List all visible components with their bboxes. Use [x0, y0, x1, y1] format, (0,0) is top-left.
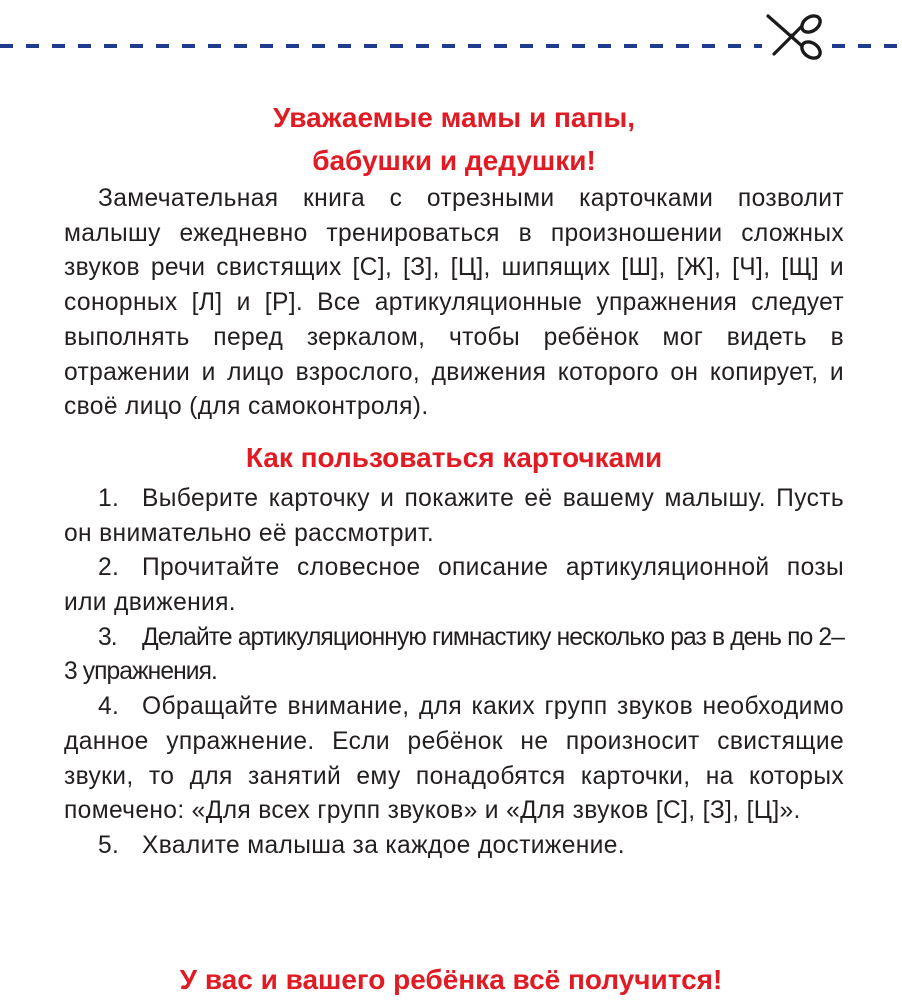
step-item: [64, 829, 844, 864]
step-text: Хвалите малыша за каждое достижение.: [142, 831, 625, 859]
closing-message: У вас и вашего ребёнка всё получится!: [179, 964, 723, 995]
scissors-icon: [762, 8, 828, 64]
step-number: 1.: [98, 484, 120, 512]
howto-heading: Как пользоваться карточками: [245, 441, 663, 473]
greeting-line-2: бабушки и дедушки!: [312, 145, 596, 176]
intro-paragraph: Замечательная книга с отрезными карточками позволит малышу ежедневно тренироваться в произношении сложных звуков речи свистящих [С], [З], [Ц], шипящих [Ш], [Ж], [Ч], [Щ] и сонорных [Л] и [Р]. Все артикуляционные упражнения следует выполнять перед зеркалом, чтобы ребёнок мог видеть в отражении и лицо взрослого, движения которого он копирует, и своё лицо (для самоконтроля).: [64, 185, 844, 421]
step-text: Делайте артикуляционную гимнастику несколько раз в день по 2–3 упражнения.: [64, 623, 844, 686]
step-text: Выберите карточку и покажите её вашему малышу. Пусть он внимательно её рассмотрит.: [64, 484, 844, 547]
step-item: [64, 482, 844, 551]
step-number: 3.: [98, 623, 117, 651]
page-content: [64, 96, 844, 864]
greeting-line-1: Уважаемые мамы и папы,: [272, 102, 636, 133]
step-item: [64, 621, 844, 690]
step-text: Обращайте внимание, для каких групп звуков необходимо данное упражнение. Если ребёнок не произносит свистящие звуки, то для занятий ему понадобятся карточки, на которых помечено: «Для всех групп звуков» и «Для звуков [С], [З], [Ц]».: [64, 693, 844, 825]
greeting-heading: [64, 96, 844, 182]
step-text: Прочитайте словесное описание артикуляционной позы или движения.: [64, 554, 844, 617]
step-number: 4.: [98, 693, 120, 721]
step-number: 2.: [98, 554, 120, 582]
step-item: [64, 690, 844, 829]
step-number: 5.: [98, 831, 120, 859]
steps-list: [64, 482, 844, 864]
step-item: [64, 551, 844, 620]
